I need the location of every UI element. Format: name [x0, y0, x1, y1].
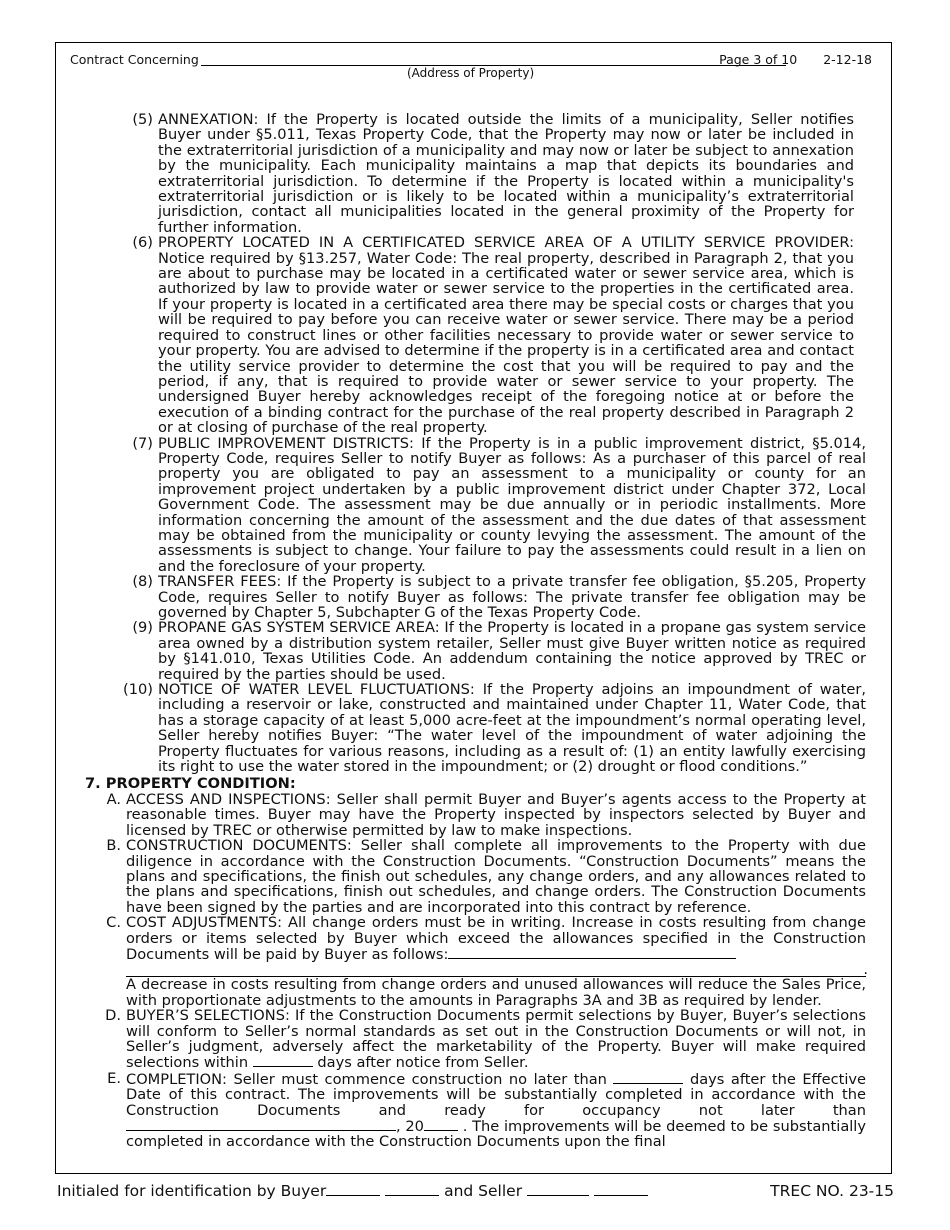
- paragraph-annexation: (5) ANNEXATION: If the Property is located outside the limits of a municipality, Seller notifies Buyer under §5.011, Texas Property Code, that the Property may now or later be included in the extraterritorial jurisdiction of a municipality and may now or later be subject to annexation by the municipality. Each municipality maintains a map that depicts its boundaries and extraterritorial jurisdiction. To determine if the Property is located within a municipality's extraterritorial jurisdiction or is likely to be located within a municipality’s extraterritorial jurisdiction, contact all municipalities located in the general proximity of the Property for further information.: [132, 111, 854, 236]
- paragraph-cost-decrease: A decrease in costs resulting from change orders and unused allowances will reduce the Sales Price, with proportionate adjustments to the amounts in Paragraphs 3A and 3B as required by lender.: [126, 976, 866, 1009]
- paragraph-completion: E. COMPLETION: Seller must commence construction no later than days after the Effective Date of this contract. The improvements will be substantially completed in accordance with the Construction Documents and ready for occupancy not later than , 20 . The improvements will be deemed to be substantially completed in accordance with the Construction Documents upon the final: [107, 1069, 867, 1151]
- cost-adjustment-field[interactable]: [448, 946, 736, 959]
- seller-initial-2[interactable]: [594, 1183, 648, 1196]
- paragraph-utility-service: (6) PROPERTY LOCATED IN A CERTIFICATED SERVICE AREA OF A UTILITY SERVICE PROVIDER: Notice required by §13.257, Water Code: The real property, described in Paragraph 2, that you are about to purchase may be located in a certificated water or sewer service area, which is authorized by law to provide water or sewer service to the properties in the certificated area. If your property is located in a certificated area there may be special costs or charges that you will be required to pay before you can receive water or sewer service. There may be a period required to construct lines or other facilities necessary to provide water or sewer service to your property. You are advised to determine if the property is in a certificated area and contact the utility service provider to determine the cost that you will be required to pay and the period, if any, that is required to provide water or sewer service to your property. The undersigned Buyer hereby acknowledges receipt of the foregoing notice at or before the execution of a binding contract for the purchase of the real property described in Paragraph 2 or at closing of purchase of the real property.: [132, 234, 854, 437]
- paragraph-public-improvement: (7) PUBLIC IMPROVEMENT DISTRICTS: If the Property is in a public improvement district, §5.014, Property Code, requires Seller to notify Buyer as follows: As a purchaser of this parcel of real property you are obligated to pay an assessment to a municipality or county for an improvement project undertaken by a public improvement district under Chapter 372, Local Government Code. The assessment may be due annually or in periodic installments. More information concerning the amount of the assessment and the due dates of that assessment may be obtained from the municipality or county levying the assessment. The amount of the assessments is subject to change. Your failure to pay the assessments could result in a lien on and the foreclosure of your property.: [132, 434, 866, 575]
- initialed-label: Initialed for identification by Buyer: [57, 1182, 327, 1200]
- page-header: [70, 52, 872, 82]
- and-seller-label: and Seller: [444, 1182, 523, 1200]
- commence-days-field[interactable]: [613, 1071, 683, 1084]
- address-caption: (Address of Property): [407, 66, 535, 80]
- form-number: TREC NO. 23-15: [770, 1182, 894, 1200]
- paragraph-cost-adjustments: C. COST ADJUSTMENTS: All change orders must be in writing. Increase in costs resulting from change orders or items selected by Buyer which exceed the allowances specified in the Construction Documents will be paid by Buyer as follows:: [106, 914, 866, 963]
- buyer-initial-2[interactable]: [385, 1183, 439, 1196]
- form-date: 2-12-18: [823, 52, 872, 67]
- paragraph-construction-docs: B. CONSTRUCTION DOCUMENTS: Seller shall complete all improvements to the Property with due diligence in accordance with the Construction Documents. “Construction Documents” means the plans and specifications, the finish out schedules, any change orders, and any allowances related to the plans and specifications, finish out schedules, and change orders. The Construction Documents have been signed by the parties and are incorporated into this contract by reference.: [106, 837, 866, 916]
- paragraph-transfer-fees: (8) TRANSFER FEES: If the Property is subject to a private transfer fee obligation, §5.205, Property Code, requires Seller to notify Buyer as follows: The private transfer fee obligation may be governed by Chapter 5, Subchapter G of the Texas Property Code.: [132, 573, 866, 621]
- selection-days-field[interactable]: [253, 1054, 313, 1067]
- completion-date-field[interactable]: [126, 1118, 396, 1131]
- paragraph-propane: (9) PROPANE GAS SYSTEM SERVICE AREA: If the Property is located in a propane gas system service area owned by a distribution system retailer, Seller must give Buyer written notice as required by §141.010, Texas Utilities Code. An addendum containing the notice approved by TREC or required by the parties should be used.: [132, 619, 866, 683]
- cost-adjustment-field-2[interactable]: .: [126, 962, 866, 977]
- paragraph-access: A. ACCESS AND INSPECTIONS: Seller shall permit Buyer and Buyer’s agents access to the Property at reasonable times. Buyer may have the Property inspected by inspectors selected by Buyer and licensed by TREC or otherwise permitted by law to make inspections.: [106, 790, 866, 839]
- section-heading: 7. PROPERTY CONDITION:: [85, 775, 296, 793]
- page-number: Page 3 of 10: [719, 52, 798, 67]
- contract-concerning-label: Contract Concerning: [70, 52, 199, 67]
- buyer-initial-1[interactable]: [326, 1183, 380, 1196]
- seller-initial-1[interactable]: [527, 1183, 589, 1196]
- paragraph-buyer-selections: D. BUYER’S SELECTIONS: If the Construction Documents permit selections by Buyer, Buyer’s selections will conform to Seller’s normal standards as set out in the Construction Documents or will not, in Seller’s judgment, adversely affect the marketability of the Property. Buyer will make required selections within days after notice from Seller.: [105, 1007, 866, 1072]
- document-body: [80, 112, 866, 1150]
- completion-year-field[interactable]: [424, 1118, 458, 1131]
- paragraph-water-level: (10) NOTICE OF WATER LEVEL FLUCTUATIONS: If the Property adjoins an impoundment of water, including a reservoir or lake, constructed and maintained under Chapter 11, Water Code, that has a storage capacity of at least 5,000 acre-feet at the impoundment’s normal operating level, Seller hereby notifies Buyer: “The water level of the impoundment of water adjoining the Property fluctuates for various reasons, including as a result of: (1) an entity lawfully exercising its right to use the water stored in the impoundment; or (2) drought or flood conditions.”: [123, 681, 866, 776]
